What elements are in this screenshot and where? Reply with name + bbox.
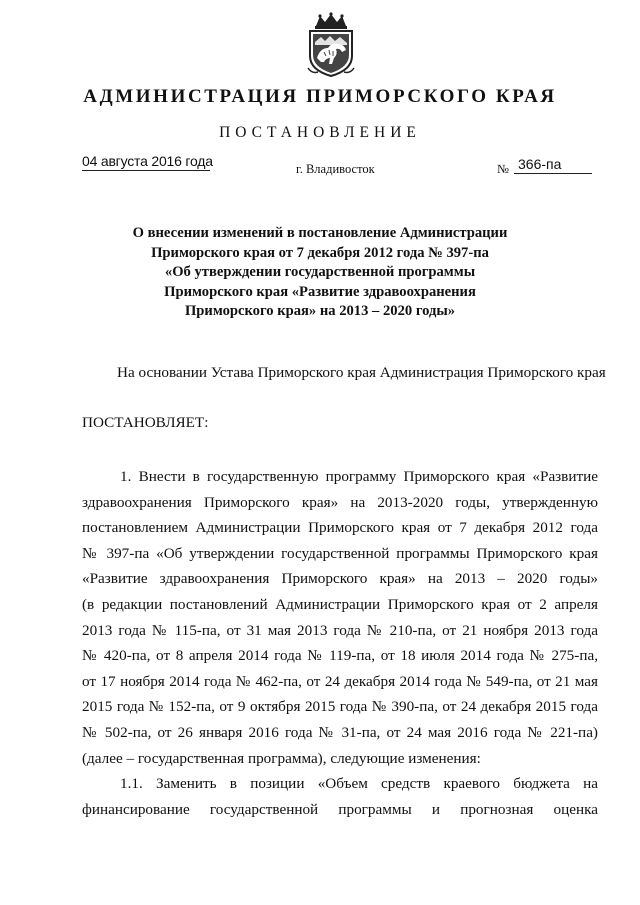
body-line: 2013 года № 115-па, от 31 мая 2013 года № 210-па, от 21 ноября 2013 года (82, 621, 598, 639)
body-line: № 420-па, от 8 апреля 2014 года № 119-па, от 18 июля 2014 года № 275-па, (82, 647, 598, 665)
body-line: (в редакции постановлений Администрации Приморского края от 2 апреля (82, 595, 598, 613)
document-city: г. Владивосток (296, 162, 375, 176)
body-line: (далее – государственная программа), следующие изменения: (82, 749, 481, 767)
subject-line: Приморского края» на 2013 – 2020 годы» (184, 303, 456, 320)
organization-title: АДМИНИСТРАЦИЯ ПРИМОРСКОГО КРАЯ (83, 86, 557, 107)
body-line: 1. Внести в государственную программу Приморского края «Развитие (120, 468, 598, 485)
body-line: 1.1. Заменить в позиции «Объем средств краевого бюджета на (120, 775, 598, 793)
document-date: 04 августа 2016 года (82, 153, 213, 169)
subject-line: Приморского края «Развитие здравоохранения (164, 283, 476, 300)
coat-of-arms-emblem (302, 12, 360, 78)
body-paragraph (82, 464, 598, 822)
body-line: финансирование государственной программы и прогнозная оценка (82, 800, 598, 818)
document-subject (0, 224, 640, 322)
document-number: 366-па (514, 156, 592, 174)
subject-line: «Об утверждении государственной программы (164, 264, 476, 281)
body-line: № 502-па, от 26 января 2016 года № 31-па, от 24 мая 2016 года № 221-па) (82, 723, 598, 741)
body-line: здравоохранения Приморского края» на 2013-2020 годы, утвержденную (82, 493, 598, 511)
body-line: от 17 ноября 2014 года № 462-па, от 24 декабря 2014 года № 549-па, от 21 мая (82, 672, 598, 690)
body-line: постановлением Администрации Приморского края от 7 декабря 2012 года (82, 519, 598, 537)
subject-line: Приморского края от 7 декабря 2012 года № 397-па (151, 244, 489, 261)
document-type: ПОСТАНОВЛЕНИЕ (219, 124, 421, 141)
decree-heading: ПОСТАНОВЛЯЕТ: (82, 414, 209, 431)
body-line: «Развитие здравоохранения Приморского края» на 2013 – 2020 годы» (82, 570, 598, 588)
body-line: № 397-па «Об утверждении государственной программы Приморского края (82, 544, 598, 562)
basis-paragraph: На основании Устава Приморского края Администрация Приморского края (117, 364, 606, 381)
subject-line: О внесении изменений в постановление Администрации (132, 225, 508, 241)
body-line: 2015 года № 152-па, от 9 октября 2015 года № 390-па, от 24 декабря 2015 года (82, 698, 598, 716)
document-number-label: № (497, 162, 509, 176)
